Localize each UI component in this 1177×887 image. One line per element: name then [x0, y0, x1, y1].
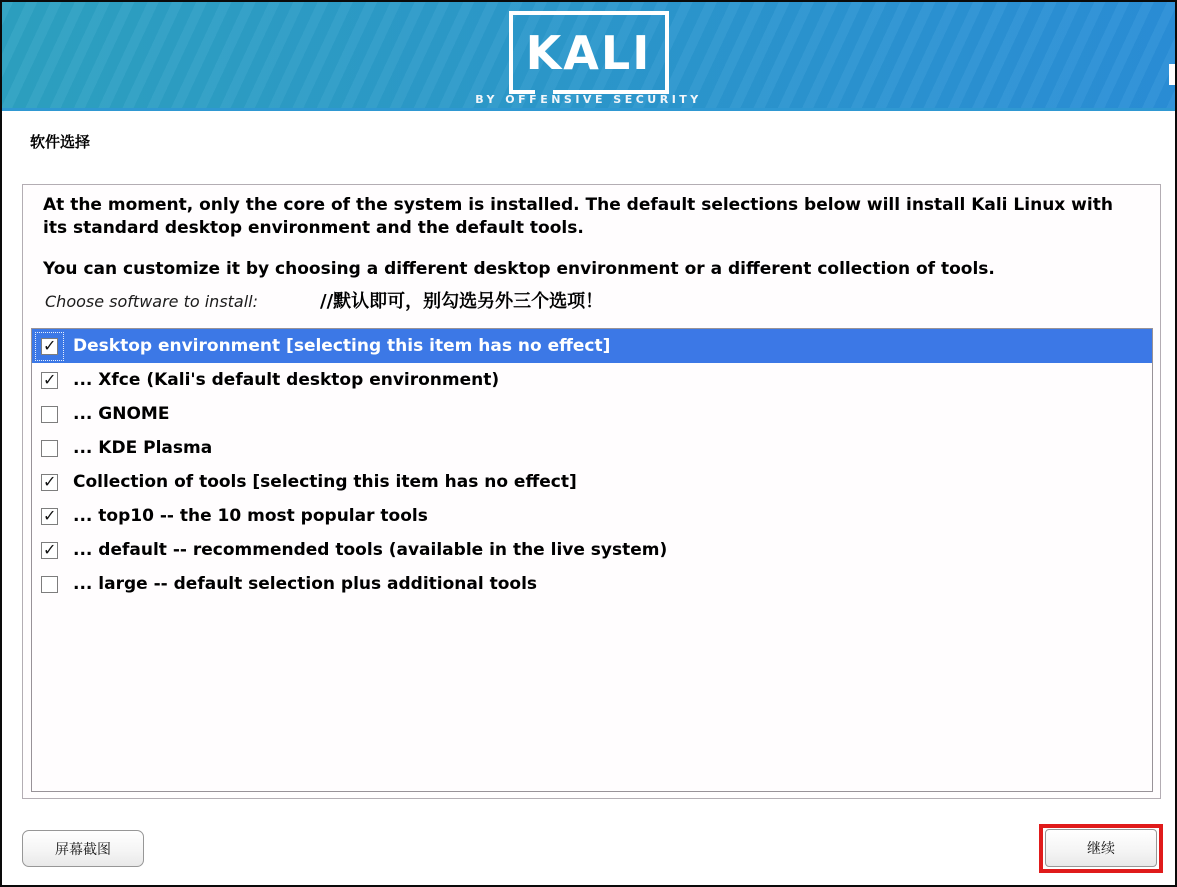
- option-row[interactable]: [32, 465, 1152, 499]
- option-row[interactable]: [32, 567, 1152, 601]
- chinese-annotation: //默认即可，别勾选另外三个选项！: [320, 291, 604, 312]
- checkbox-wrap: [37, 572, 62, 597]
- prompt-row: [45, 287, 603, 313]
- screenshot-button[interactable]: 屏幕截图: [22, 830, 144, 867]
- unchecked-checkbox-icon[interactable]: [41, 440, 58, 457]
- option-label: ... GNOME: [73, 404, 170, 424]
- software-option-list[interactable]: [31, 328, 1153, 792]
- option-label: ... default -- recommended tools (available in the live system): [73, 540, 668, 560]
- option-row[interactable]: [32, 397, 1152, 431]
- continue-button[interactable]: 继续: [1045, 829, 1157, 867]
- checked-checkbox-icon[interactable]: [41, 474, 58, 491]
- option-label: Collection of tools [selecting this item has no effect]: [73, 472, 577, 492]
- checked-checkbox-icon[interactable]: [41, 508, 58, 525]
- option-row[interactable]: [32, 499, 1152, 533]
- checked-checkbox-icon[interactable]: [41, 338, 58, 355]
- option-label: ... large -- default selection plus additional tools: [73, 574, 538, 594]
- kali-logo-subtext: BY OFFENSIVE SECURITY: [475, 93, 702, 106]
- checked-checkbox-icon[interactable]: [41, 542, 58, 559]
- checkbox-wrap: [37, 538, 62, 563]
- option-label: ... top10 -- the 10 most popular tools: [73, 506, 428, 526]
- option-row[interactable]: [32, 329, 1152, 363]
- intro-paragraph-1: At the moment, only the core of the system is installed. The default selections below will install Kali Linux with its standard desktop environment and the default tools.: [43, 195, 1113, 238]
- option-label: ... Xfce (Kali's default desktop environment): [73, 370, 500, 390]
- checked-checkbox-icon[interactable]: [41, 372, 58, 389]
- checkbox-wrap: [37, 436, 62, 461]
- kali-banner: [2, 2, 1175, 111]
- unchecked-checkbox-icon[interactable]: [41, 406, 58, 423]
- option-row[interactable]: [32, 533, 1152, 567]
- intro-paragraph-2: You can customize it by choosing a different desktop environment or a different collection of tools.: [43, 259, 995, 279]
- checkbox-wrap: [37, 334, 62, 359]
- kali-logo: [509, 11, 669, 90]
- checkbox-wrap: [37, 368, 62, 393]
- checkbox-wrap: [37, 470, 62, 495]
- checkbox-wrap: [37, 504, 62, 529]
- unchecked-checkbox-icon[interactable]: [41, 576, 58, 593]
- option-row[interactable]: [32, 431, 1152, 465]
- choose-software-label: Choose software to install:: [45, 292, 259, 311]
- banner-edge-notch: [1169, 64, 1175, 85]
- option-label: Desktop environment [selecting this item has no effect]: [73, 336, 611, 356]
- option-row[interactable]: [32, 363, 1152, 397]
- kali-logo-text: KALI: [525, 25, 652, 80]
- question-frame: [22, 184, 1161, 799]
- page-title: 软件选择: [30, 133, 91, 151]
- checkbox-wrap: [37, 402, 62, 427]
- option-label: ... KDE Plasma: [73, 438, 213, 458]
